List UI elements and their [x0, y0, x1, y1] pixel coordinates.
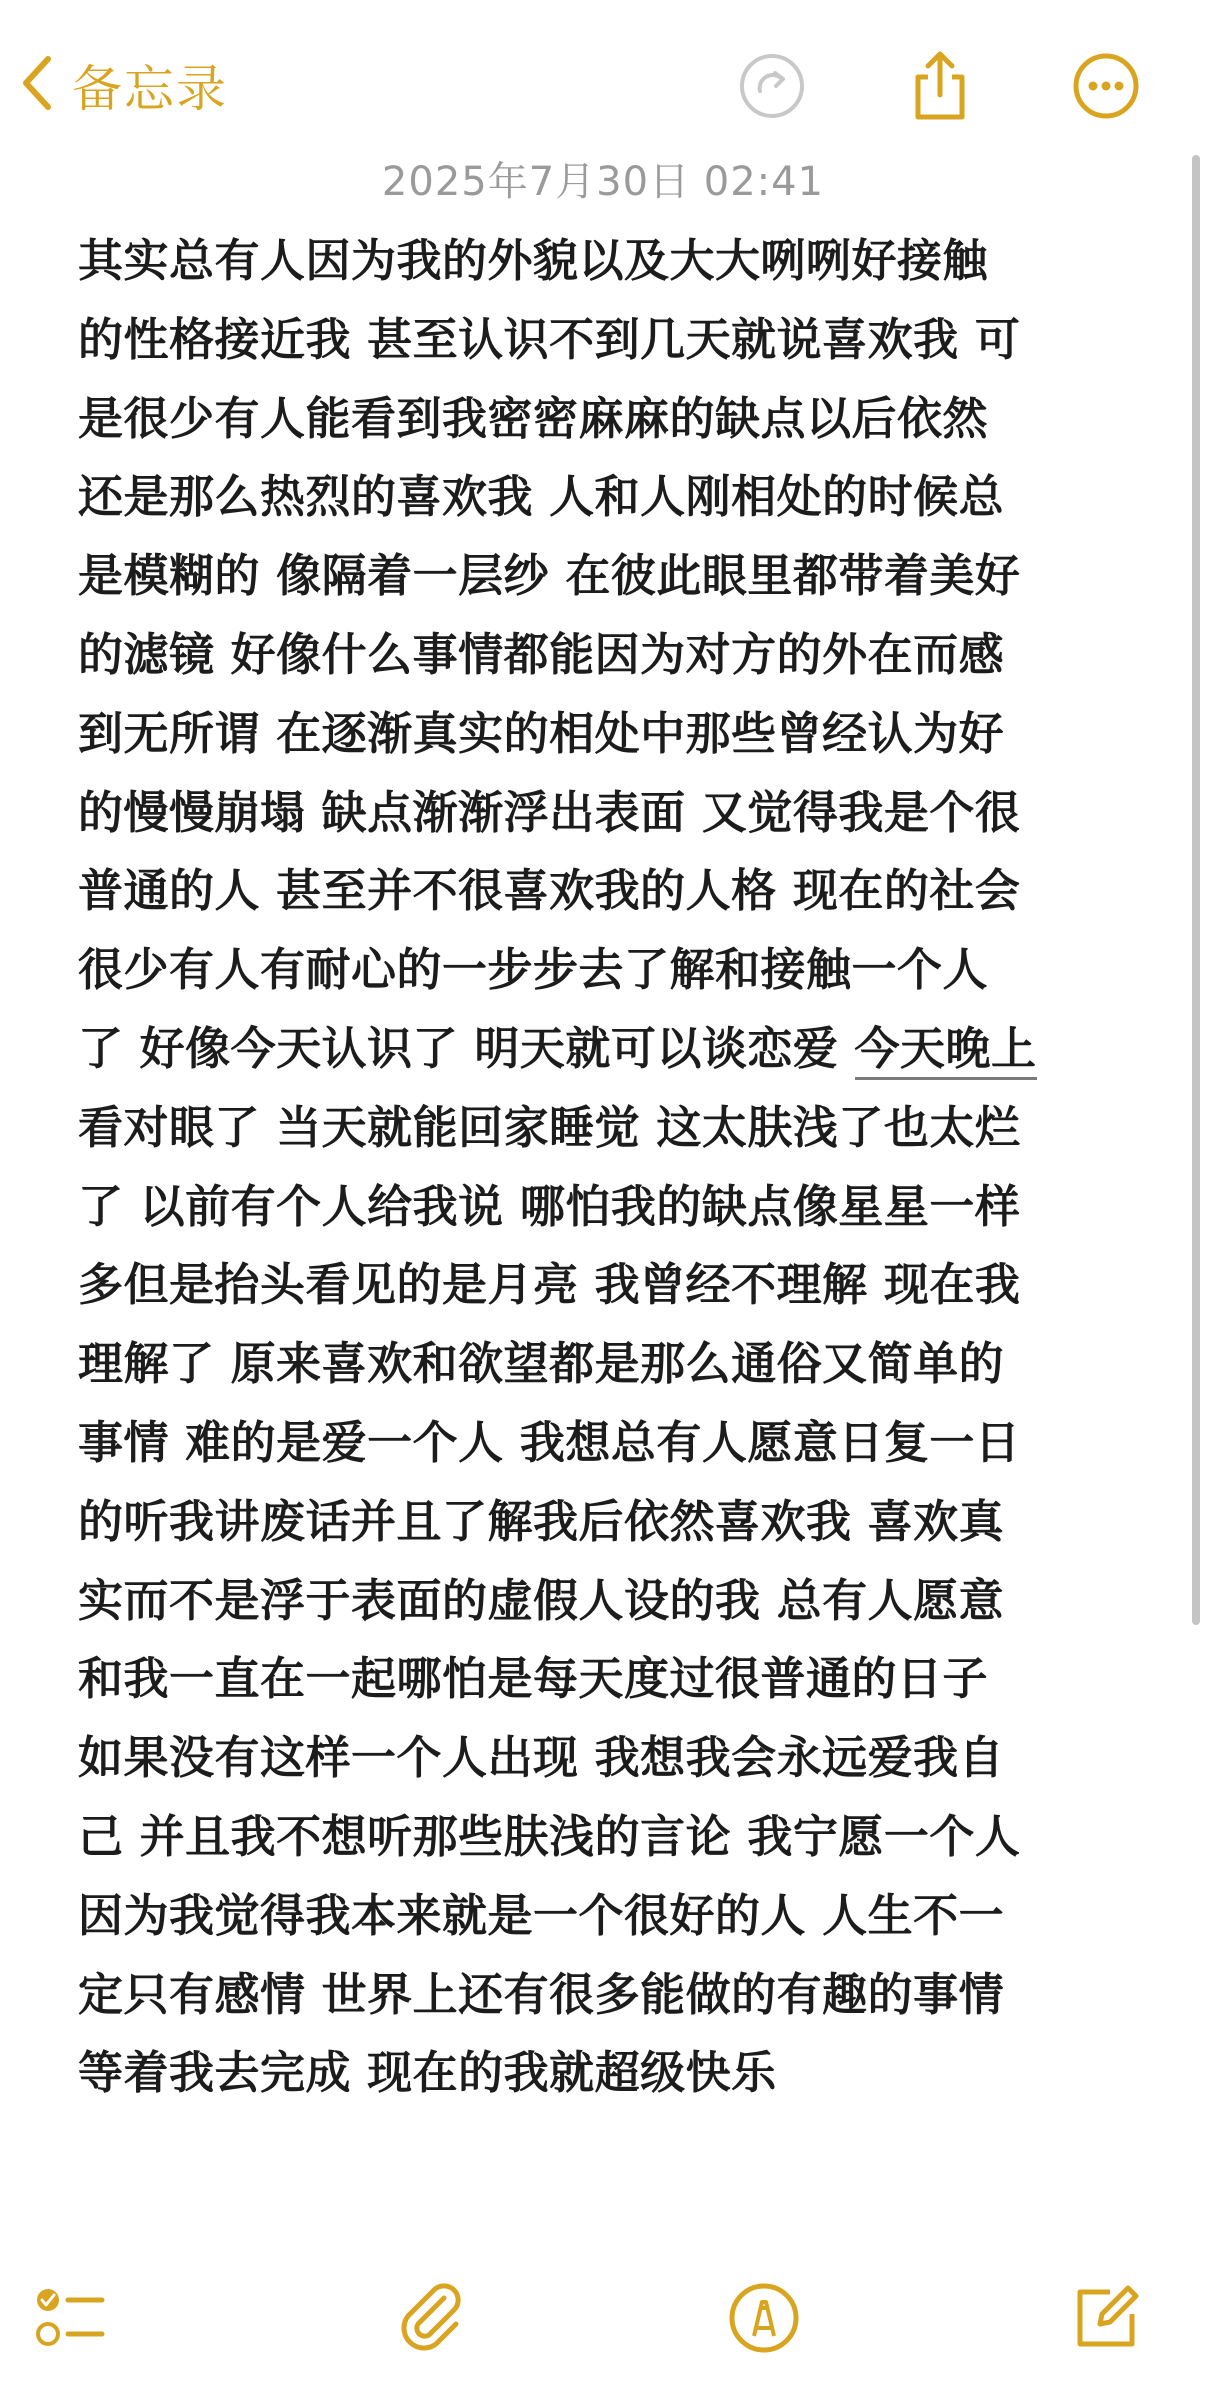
note-line — [78, 852, 1138, 931]
share-icon — [908, 49, 972, 127]
checklist-icon — [30, 2278, 110, 2362]
attachment-button[interactable] — [392, 2280, 472, 2360]
note-line — [78, 1483, 1138, 1562]
note-line-text: 很少有人有耐心的一步步去了解和接触一个人 — [78, 943, 989, 997]
note-line-text: 的性格接近我 甚至认识不到几天就说喜欢我 可 — [78, 312, 1021, 366]
bottom-toolbar — [0, 2270, 1206, 2380]
note-line-text: 因为我觉得我本来就是一个很好的人 人生不一 — [78, 1888, 1005, 1942]
note-line-text: 实而不是浮于表面的虚假人设的我 总有人愿意 — [78, 1573, 1005, 1627]
note-line-text: 了 好像今天认识了 明天就可以谈恋爱 — [78, 1021, 855, 1075]
underlined-text: 今天晚上 — [855, 1022, 1037, 1080]
note-line-text: 理解了 原来喜欢和欲望都是那么通俗又简单的 — [78, 1337, 1005, 1391]
checklist-button[interactable] — [30, 2280, 110, 2360]
more-icon — [1071, 51, 1141, 125]
note-line — [78, 537, 1138, 616]
note-line-text: 是很少有人能看到我密密麻麻的缺点以后依然 — [78, 391, 989, 445]
note-line — [78, 1404, 1138, 1483]
note-line — [78, 458, 1138, 537]
note-line — [78, 695, 1138, 774]
compose-button[interactable] — [1066, 2280, 1146, 2360]
note-line — [78, 301, 1138, 380]
note-line-text: 定只有感情 世界上还有很多能做的有趣的事情 — [78, 1967, 1005, 2021]
redo-icon — [737, 51, 807, 125]
note-line — [78, 2034, 1138, 2113]
markup-icon — [724, 2278, 804, 2362]
chevron-left-icon — [20, 53, 54, 117]
note-line-text: 事情 难的是爱一个人 我想总有人愿意日复一日 — [78, 1415, 1021, 1469]
back-button-label: 备忘录 — [72, 60, 228, 118]
note-line — [78, 1010, 1138, 1089]
note-line — [78, 1562, 1138, 1641]
more-button[interactable] — [1070, 52, 1142, 124]
share-button[interactable] — [904, 52, 976, 124]
note-line-text: 的听我讲废话并且了解我后依然喜欢我 喜欢真 — [78, 1494, 1005, 1548]
note-line-text: 普通的人 甚至并不很喜欢我的人格 现在的社会 — [78, 864, 1021, 918]
note-line — [78, 931, 1138, 1010]
note-line-text: 了 以前有个人给我说 哪怕我的缺点像星星一样 — [78, 1179, 1021, 1233]
note-line — [78, 1640, 1138, 1719]
redo-button[interactable] — [736, 52, 808, 124]
note-line — [78, 616, 1138, 695]
note-line-text: 多但是抬头看见的是月亮 我曾经不理解 现在我 — [78, 1258, 1021, 1312]
note-line — [78, 1877, 1138, 1956]
note-line-text: 其实总有人因为我的外貌以及大大咧咧好接触 — [78, 234, 989, 287]
attachment-icon — [392, 2278, 472, 2362]
note-line-text: 是模糊的 像隔着一层纱 在彼此眼里都带着美好 — [78, 549, 1021, 603]
note-line-text: 的滤镜 好像什么事情都能因为对方的外在而感 — [78, 627, 1005, 681]
scroll-indicator[interactable] — [1192, 155, 1200, 1625]
back-button[interactable] — [20, 50, 228, 120]
note-line — [78, 1168, 1138, 1247]
note-line — [78, 1956, 1138, 2035]
note-timestamp: 2025年7月30日 02:41 — [381, 159, 825, 205]
markup-button[interactable] — [724, 2280, 804, 2360]
note-line — [78, 774, 1138, 853]
note-line-text: 到无所谓 在逐渐真实的相处中那些曾经认为好 — [78, 706, 1005, 760]
note-line-text: 己 并且我不想听那些肤浅的言论 我宁愿一个人 — [78, 1809, 1021, 1863]
note-line — [78, 1325, 1138, 1404]
note-line-text: 还是那么热烈的喜欢我 人和人刚相处的时候总 — [78, 470, 1005, 524]
note-line — [78, 1246, 1138, 1325]
note-line — [78, 380, 1138, 459]
note-line-text: 等着我去完成 现在的我就超级快乐 — [78, 2046, 777, 2100]
navigation-bar — [0, 0, 1206, 170]
note-line-text: 如果没有这样一个人出现 我想我会永远爱我自 — [78, 1731, 1005, 1785]
note-line-text: 看对眼了 当天就能回家睡觉 这太肤浅了也太烂 — [78, 1100, 1021, 1154]
note-line — [78, 1719, 1138, 1798]
note-line-text: 的慢慢崩塌 缺点渐渐浮出表面 又觉得我是个很 — [78, 785, 1021, 839]
note-line — [78, 222, 1138, 301]
note-line — [78, 1089, 1138, 1168]
note-line-text: 和我一直在一起哪怕是每天度过很普通的日子 — [78, 1652, 989, 1706]
note-line — [78, 1798, 1138, 1877]
note-body[interactable] — [78, 222, 1138, 2113]
compose-icon — [1066, 2278, 1146, 2362]
